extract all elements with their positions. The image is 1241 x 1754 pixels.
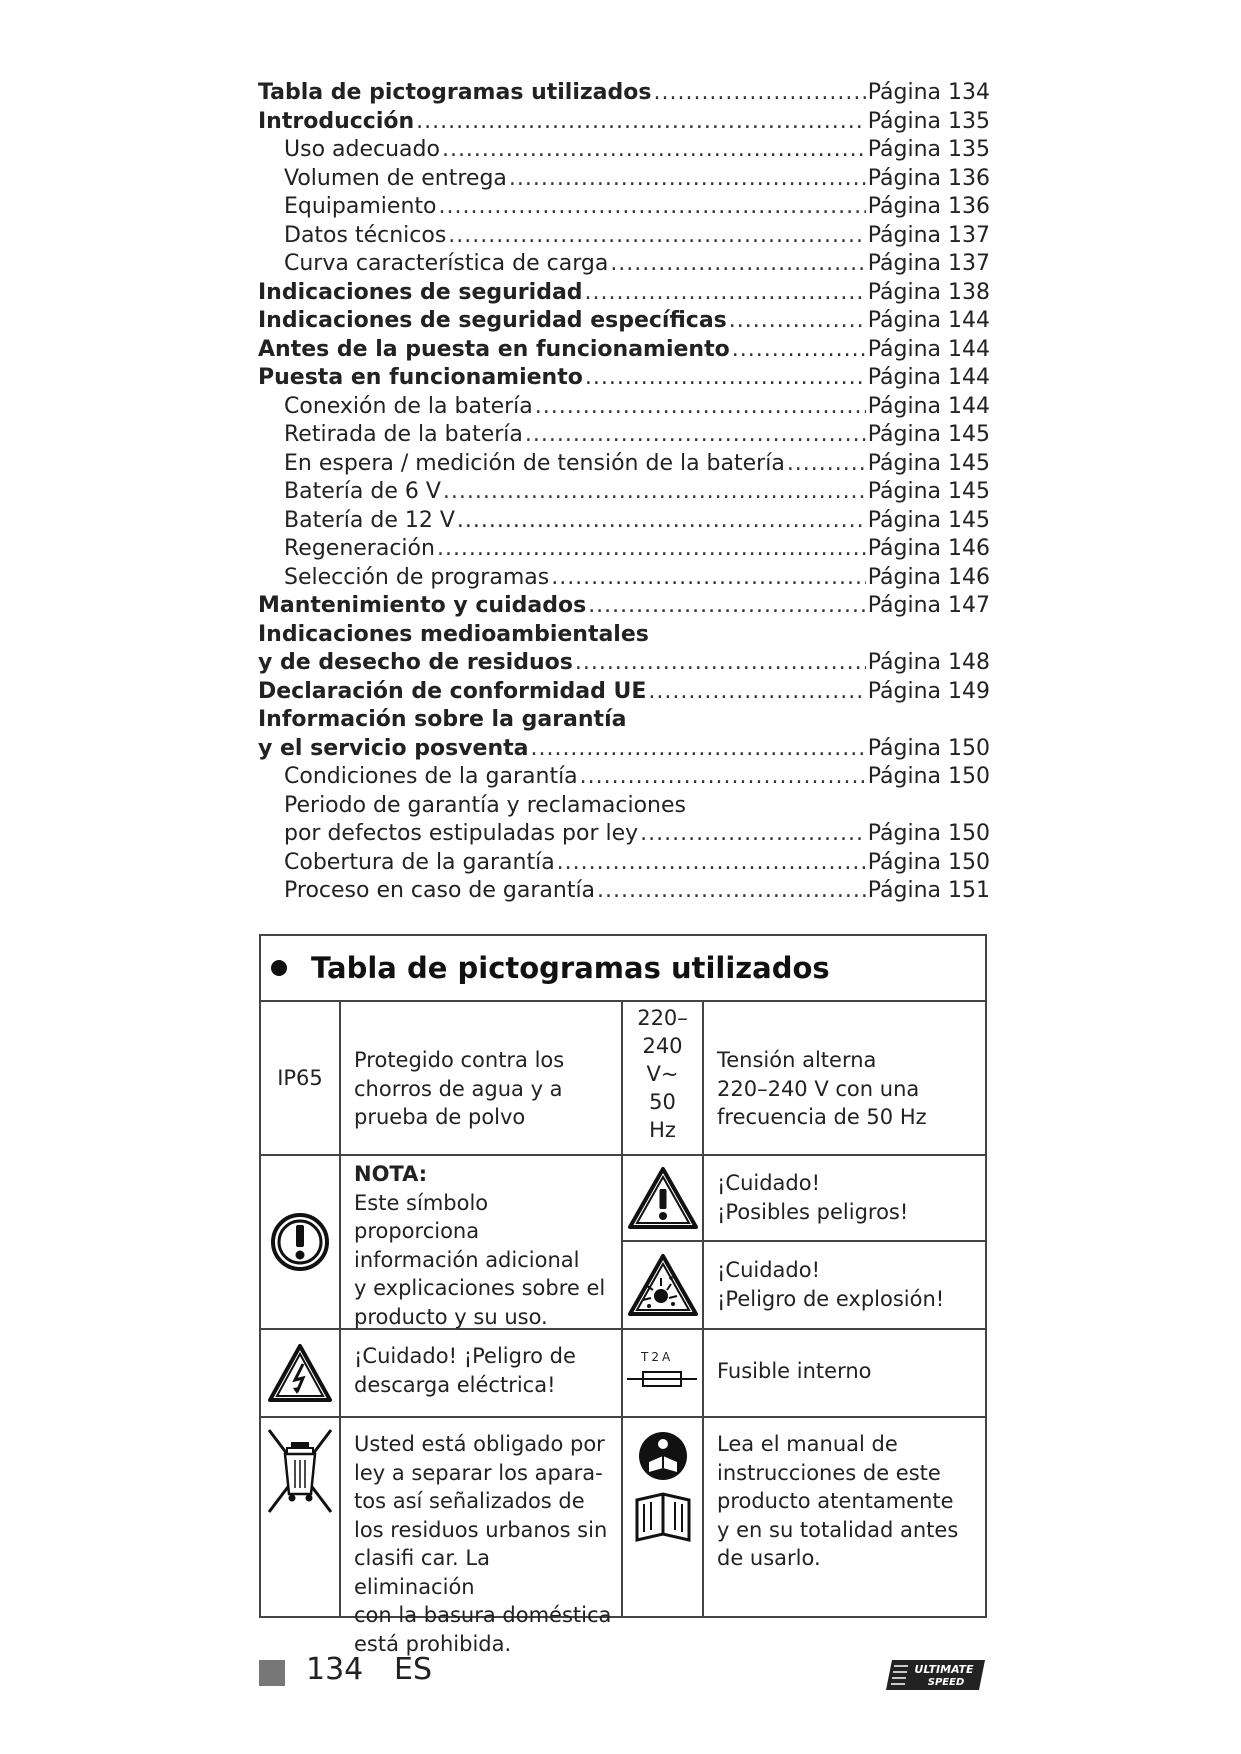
text-line: ley a separar los apara- xyxy=(354,1460,603,1485)
toc-entry xyxy=(258,850,990,879)
divider xyxy=(702,1000,704,1616)
text-line: 240 xyxy=(642,1034,683,1058)
weee-bin-icon xyxy=(261,1418,339,1616)
toc-entry-title: Información sobre la garantía xyxy=(258,707,627,732)
toc-entry-title: Antes de la puesta en funcionamiento xyxy=(258,336,730,362)
nota-description xyxy=(354,1160,616,1331)
toc-entry-page: Página 144 xyxy=(867,393,990,419)
toc-entry-page: Página 145 xyxy=(867,422,990,447)
toc-entry xyxy=(258,109,990,138)
electric-shock-description xyxy=(354,1342,616,1399)
toc-entry-title: Conexión de la batería xyxy=(284,393,533,419)
text-line: y explicaciones sobre el xyxy=(354,1276,606,1300)
toc-leader-dots xyxy=(416,109,866,134)
manual-description xyxy=(717,1430,979,1573)
toc-entry xyxy=(258,707,990,736)
text-line: y en su totalidad antes xyxy=(717,1517,959,1542)
toc-leader-dots xyxy=(551,565,866,590)
toc-entry-page: Página 138 xyxy=(867,279,990,305)
text-line: Hz xyxy=(649,1118,676,1142)
toc-leader-dots xyxy=(729,308,866,333)
footer-marker xyxy=(259,1660,285,1686)
toc-entry-title: Introducción xyxy=(258,108,415,134)
toc-leader-dots xyxy=(535,394,866,419)
text-line: información adicional xyxy=(354,1247,580,1272)
weee-description xyxy=(354,1430,616,1658)
pictogram-table-header xyxy=(261,936,985,1002)
text-line: de usarlo. xyxy=(717,1546,821,1570)
toc-entry-page: Página 148 xyxy=(867,650,990,675)
toc-leader-dots xyxy=(648,679,865,704)
toc-leader-dots xyxy=(457,508,866,533)
toc-entry-title: Declaración de conformidad UE xyxy=(258,678,647,704)
caution-description xyxy=(717,1169,979,1226)
text-line: tos así señalizados de xyxy=(354,1489,585,1513)
toc-entry xyxy=(258,80,990,109)
fuse-icon xyxy=(623,1330,702,1416)
toc-leader-dots xyxy=(442,137,866,162)
toc-entry xyxy=(258,251,990,280)
toc-leader-dots xyxy=(597,878,866,903)
toc-entry xyxy=(258,280,990,309)
toc-entry-title: Batería de 12 V xyxy=(284,507,455,533)
toc-entry-title: Indicaciones de seguridad específicas xyxy=(258,308,727,333)
toc-entry xyxy=(258,793,990,822)
electric-shock-icon xyxy=(261,1330,339,1416)
toc-entry-title: Regeneración xyxy=(284,536,435,561)
text-line: ¡Posibles peligros! xyxy=(717,1199,909,1224)
toc-entry-title: Condiciones de la garantía xyxy=(284,764,578,789)
text-line: ¡Cuidado! xyxy=(717,1258,821,1282)
toc-entry xyxy=(258,878,990,907)
text-line: ¡Peligro de explosión! xyxy=(717,1286,945,1311)
toc-entry xyxy=(258,223,990,252)
toc-entry xyxy=(258,650,990,679)
toc-entry-title: Batería de 6 V xyxy=(284,479,441,504)
toc-entry-page: Página 150 xyxy=(867,821,990,846)
text-line: descarga eléctrica! xyxy=(354,1372,556,1397)
toc-leader-dots xyxy=(575,650,866,675)
toc-entry-title: Indicaciones de seguridad xyxy=(258,279,583,305)
brand-line2: SPEED xyxy=(927,1677,965,1688)
toc-entry xyxy=(258,422,990,451)
text-line: frecuencia de 50 Hz xyxy=(717,1105,927,1129)
toc-leader-dots xyxy=(448,223,865,248)
toc-entry-title: y de desecho de residuos xyxy=(258,650,573,675)
toc-entry-page: Página 136 xyxy=(867,165,990,191)
toc-entry xyxy=(258,308,990,337)
toc-entry xyxy=(258,565,990,594)
nota-heading: NOTA: xyxy=(354,1162,428,1186)
text-line: Protegido contra los xyxy=(354,1048,565,1072)
text-line: instrucciones de este xyxy=(717,1460,941,1485)
toc-entry-page: Página 137 xyxy=(867,222,990,248)
ip65-label: IP65 xyxy=(277,1065,323,1090)
text-line: ¡Cuidado! xyxy=(717,1171,821,1195)
toc-entry-title: por defectos estipuladas por ley xyxy=(284,821,639,846)
toc-entry-page: Página 147 xyxy=(867,593,990,618)
voltage-label xyxy=(623,1004,702,1144)
toc-leader-dots xyxy=(530,736,865,761)
toc-leader-dots xyxy=(580,764,866,789)
toc-entry-title: Equipamiento xyxy=(284,194,437,219)
toc-entry-title: En espera / medición de tensión de la batería xyxy=(284,450,785,476)
toc-leader-dots xyxy=(787,451,866,476)
toc-entry-page: Página 145 xyxy=(867,507,990,533)
toc-entry-title: Volumen de entrega xyxy=(284,165,507,191)
text-line: chorros de agua y a xyxy=(354,1076,563,1101)
toc-entry-page: Página 149 xyxy=(867,678,990,704)
text-line: 50 xyxy=(649,1090,676,1114)
toc-entry-title: y el servicio posventa xyxy=(258,735,529,761)
toc-entry-page: Página 146 xyxy=(867,536,990,561)
brand-line1: ULTIMATE xyxy=(914,1663,974,1676)
toc-entry xyxy=(258,166,990,195)
text-line: prueba de polvo xyxy=(354,1105,526,1129)
toc-entry xyxy=(258,451,990,480)
text-line: los residuos urbanos sin xyxy=(354,1517,608,1542)
pictogram-table xyxy=(259,934,987,1656)
toc-leader-dots xyxy=(653,80,865,105)
toc-entry-title: Mantenimiento y cuidados xyxy=(258,593,587,618)
toc-entry-page: Página 136 xyxy=(867,194,990,219)
toc-entry xyxy=(258,536,990,565)
toc-entry-title: Tabla de pictogramas utilizados xyxy=(258,80,652,105)
toc-entry xyxy=(258,479,990,508)
toc-entry xyxy=(258,821,990,850)
toc-entry-page: Página 135 xyxy=(867,108,990,134)
toc-entry-page: Página 150 xyxy=(867,735,990,761)
text-line: Usted está obligado por xyxy=(354,1432,605,1456)
toc-leader-dots xyxy=(437,536,866,561)
toc-entry-title: Datos técnicos xyxy=(284,222,447,248)
explosion-icon xyxy=(623,1242,702,1328)
toc-entry-title: Puesta en funcionamiento xyxy=(258,365,583,390)
toc-entry-title: Selección de programas xyxy=(284,564,550,590)
text-line: ¡Cuidado! ¡Peligro de xyxy=(354,1344,576,1368)
toc-leader-dots xyxy=(588,593,866,618)
page-number: 134 xyxy=(306,1652,364,1687)
text-line: con la basura doméstica xyxy=(354,1603,612,1627)
toc-entry xyxy=(258,622,990,651)
text-line: Lea el manual de xyxy=(717,1432,898,1456)
caution-icon xyxy=(623,1156,702,1240)
toc-entry xyxy=(258,764,990,793)
ultimate-speed-logo xyxy=(886,1658,987,1692)
text-line: 220–240 V con una xyxy=(717,1076,920,1101)
toc-entry-page: Página 144 xyxy=(867,336,990,362)
toc-entry xyxy=(258,508,990,537)
toc-entry-title: Uso adecuado xyxy=(284,137,440,162)
toc-leader-dots xyxy=(509,166,866,191)
toc-entry xyxy=(258,137,990,166)
toc-leader-dots xyxy=(585,280,866,305)
toc-leader-dots xyxy=(610,251,865,276)
toc-entry-title: Curva característica de carga xyxy=(284,251,609,276)
toc-entry-page: Página 146 xyxy=(867,564,990,590)
toc-entry-page: Página 135 xyxy=(867,137,990,162)
fuse-description: Fusible interno xyxy=(717,1359,872,1383)
toc-leader-dots xyxy=(732,337,866,362)
toc-entry-page: Página 144 xyxy=(867,308,990,333)
pictogram-table-title: Tabla de pictogramas utilizados xyxy=(311,951,830,985)
toc-entry-title: Proceso en caso de garantía xyxy=(284,878,596,903)
nota-icon xyxy=(261,1156,339,1328)
toc-entry xyxy=(258,194,990,223)
toc-entry xyxy=(258,365,990,394)
toc-leader-dots xyxy=(438,194,865,219)
text-line: V~ xyxy=(646,1062,679,1086)
language-code: ES xyxy=(394,1652,432,1687)
toc-leader-dots xyxy=(640,821,866,846)
bullet-icon xyxy=(271,960,287,976)
toc-entry-page: Página 144 xyxy=(867,365,990,390)
toc-leader-dots xyxy=(443,479,866,504)
toc-entry-page: Página 145 xyxy=(867,450,990,476)
toc-entry-title: Indicaciones medioambientales xyxy=(258,621,649,647)
explosion-description xyxy=(717,1256,979,1313)
ip65-description xyxy=(354,1046,614,1132)
text-line: 220– xyxy=(637,1006,688,1030)
toc-entry-page: Página 150 xyxy=(867,849,990,875)
text-line: clasifi car. La eliminación xyxy=(354,1546,490,1599)
voltage-description xyxy=(717,1046,979,1132)
toc-entry-page: Página 145 xyxy=(867,479,990,504)
text-line: producto atentamente xyxy=(717,1489,954,1513)
divider xyxy=(339,1000,341,1616)
text-line: Tensión alterna xyxy=(717,1048,877,1072)
toc-entry-title: Retirada de la batería xyxy=(284,422,523,447)
toc-entry xyxy=(258,679,990,708)
toc-entry xyxy=(258,736,990,765)
read-manual-icon xyxy=(623,1418,702,1616)
table-of-contents xyxy=(258,80,990,907)
toc-entry-page: Página 137 xyxy=(867,251,990,276)
toc-leader-dots xyxy=(525,422,866,447)
toc-leader-dots xyxy=(557,850,866,875)
toc-entry-page: Página 150 xyxy=(867,764,990,789)
toc-leader-dots xyxy=(585,365,866,390)
text-line: Este símbolo proporciona xyxy=(354,1190,489,1243)
fuse-label: T2A xyxy=(641,1350,674,1364)
toc-entry xyxy=(258,337,990,366)
toc-entry-title: Periodo de garantía y reclamaciones xyxy=(284,792,686,818)
text-line: está prohibida. xyxy=(354,1631,512,1656)
toc-entry xyxy=(258,593,990,622)
toc-entry-title: Cobertura de la garantía xyxy=(284,849,555,875)
toc-entry xyxy=(258,394,990,423)
toc-entry-page: Página 151 xyxy=(867,878,990,903)
toc-entry-page: Página 134 xyxy=(867,80,990,105)
text-line: producto y su uso. xyxy=(354,1304,548,1329)
